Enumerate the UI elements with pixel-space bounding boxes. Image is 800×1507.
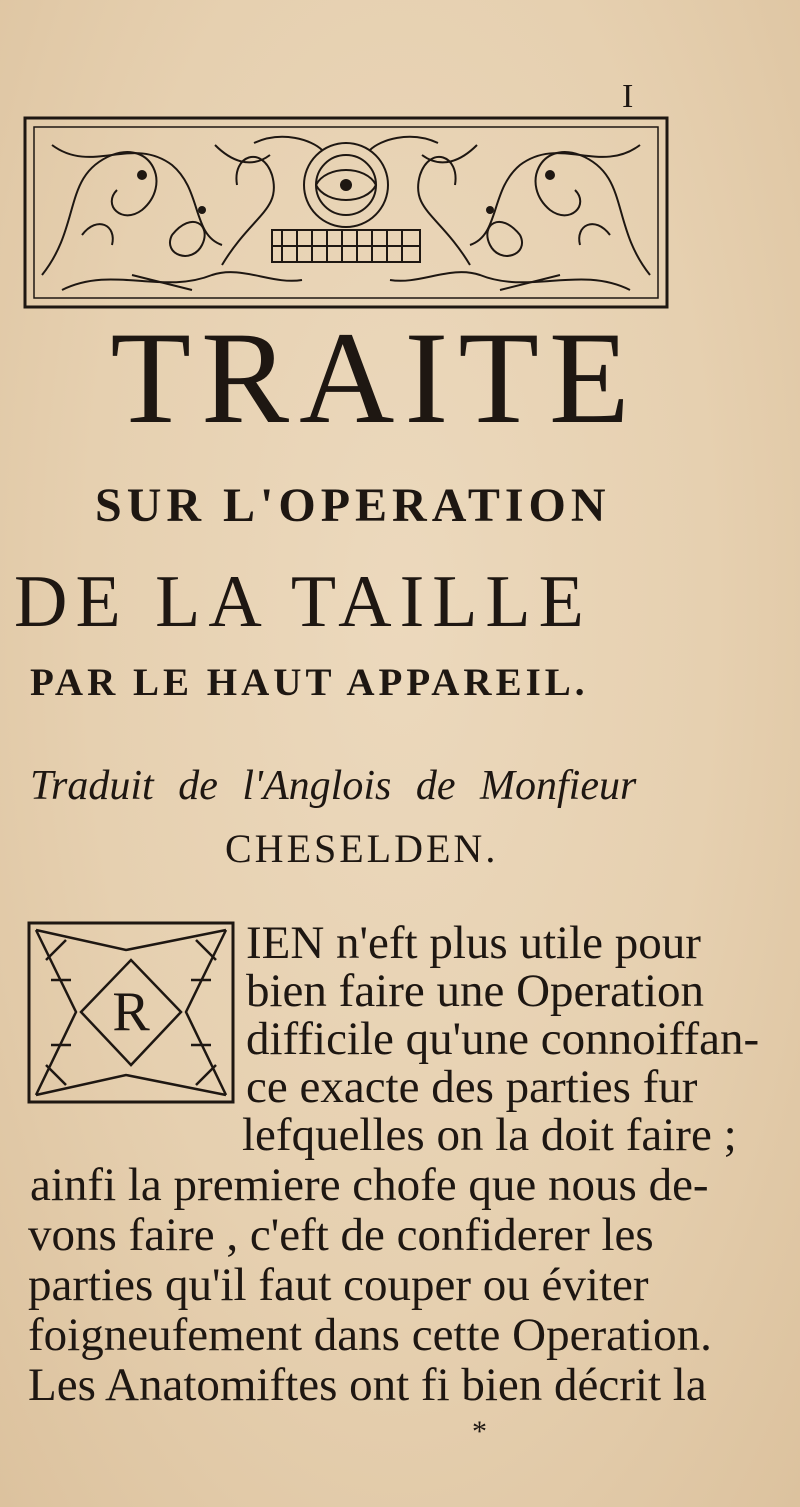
text-line: Les Anatomiftes ont fi bien décrit la xyxy=(28,1359,707,1411)
text-line: lefquelles on la doit faire ; xyxy=(242,1109,737,1161)
text-line: difficile qu'une connoiffan- xyxy=(246,1013,760,1065)
translator-note: Traduit de l'Anglois de Monfieur xyxy=(30,763,637,809)
page-number: I xyxy=(622,78,634,115)
text-line: vons faire , c'eft de confiderer les xyxy=(28,1209,654,1261)
ornamental-headpiece xyxy=(22,115,670,310)
subtitle-line-2: DE LA TAILLE xyxy=(14,561,592,643)
ornamental-initial xyxy=(26,920,236,1105)
text-line: IEN n'eft plus utile pour xyxy=(246,917,701,969)
text-line: ce exacte des parties fur xyxy=(246,1061,698,1113)
subtitle-line-3: PAR LE HAUT APPAREIL. xyxy=(30,661,589,704)
text-line: bien faire une Operation xyxy=(246,965,705,1017)
text-line: ainfi la premiere chofe que nous de- xyxy=(30,1159,709,1211)
text-line: foigneufement dans cette Operation. xyxy=(28,1309,712,1361)
signature-mark: * xyxy=(472,1415,487,1448)
initial-letter: R xyxy=(112,981,150,1043)
book-title: TRAITE xyxy=(110,304,640,451)
subtitle-line-1: SUR L'OPERATION xyxy=(95,479,611,532)
author-name: CHESELDEN. xyxy=(225,826,499,871)
text-line: parties qu'il faut couper ou éviter xyxy=(28,1259,649,1311)
